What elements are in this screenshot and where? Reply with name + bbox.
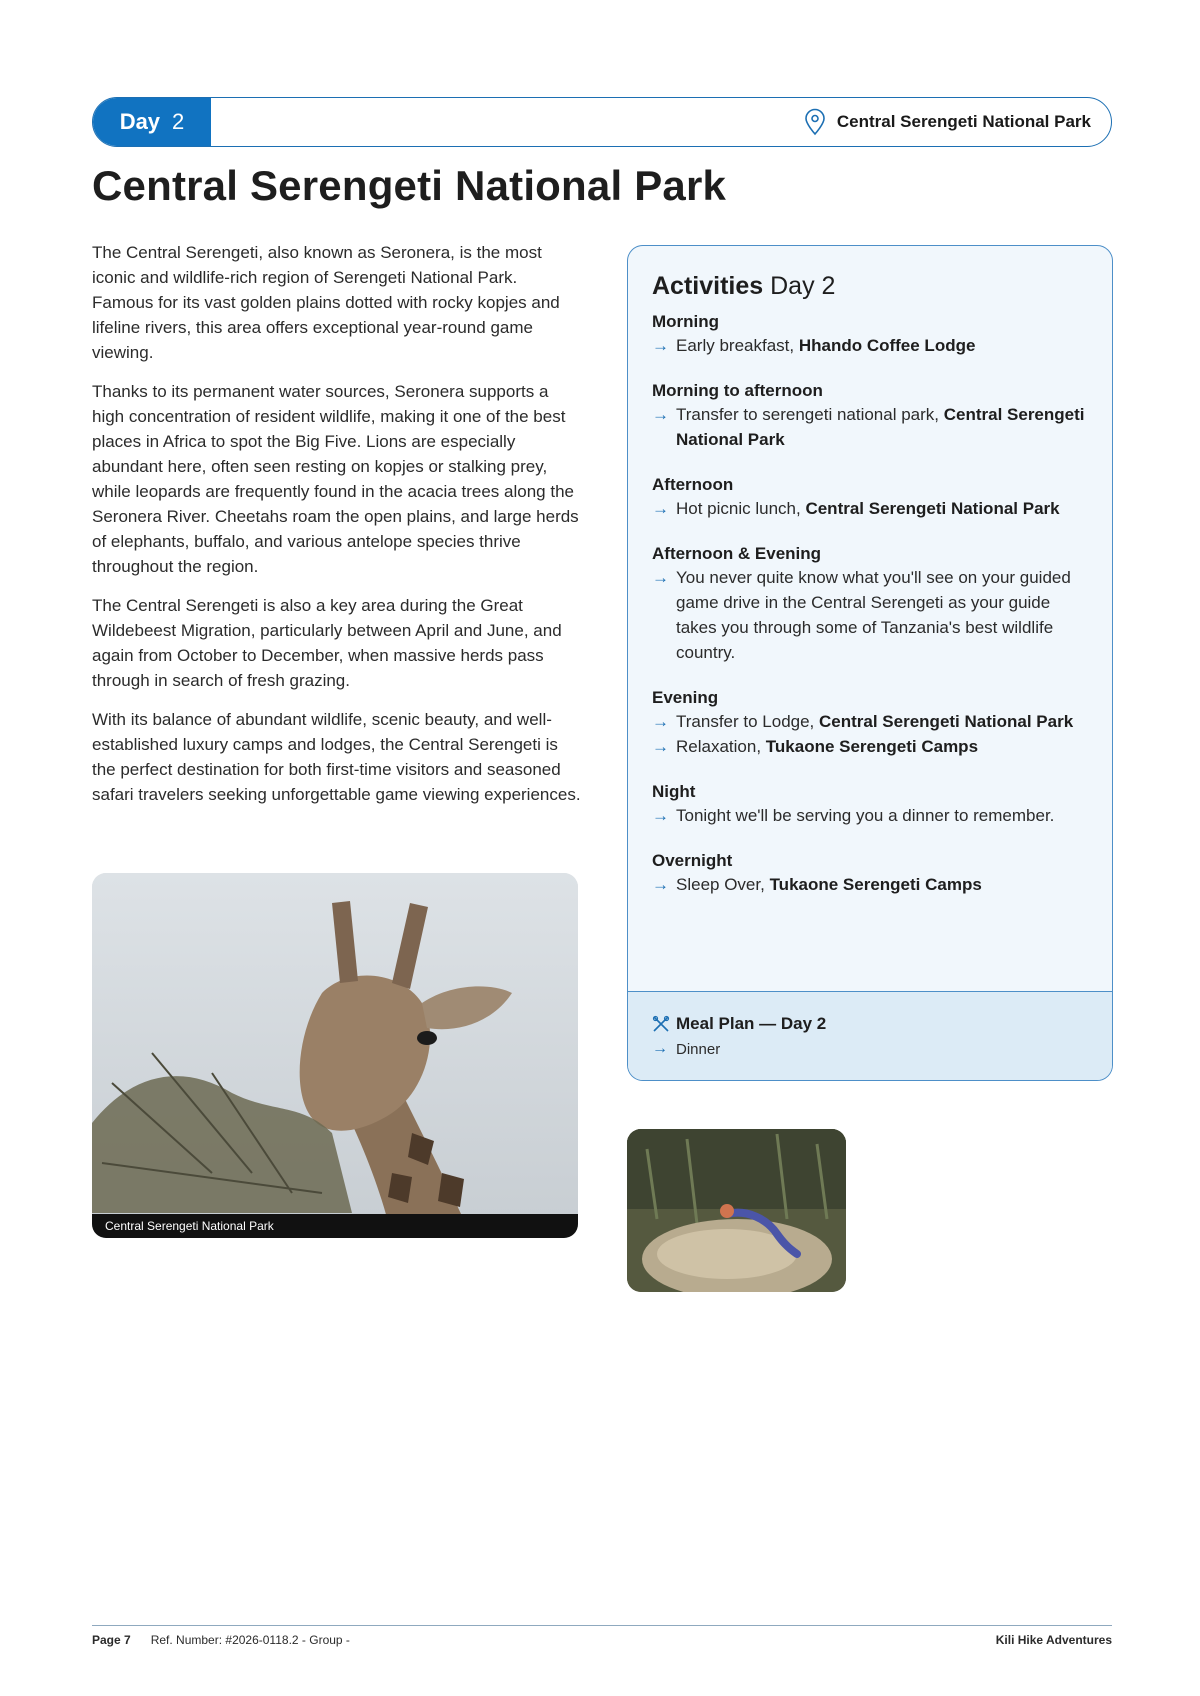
period-night [652,781,1088,828]
map-pin-icon [803,108,827,136]
page-title: Central Serengeti National Park [92,162,727,209]
period-overnight [652,850,1088,897]
reference-number: Ref. Number: #2026-0118.2 - Group - [150,1633,350,1647]
arrow-right-icon: → [652,806,669,825]
activity-item [652,803,1088,828]
period-label: Overnight [652,851,733,870]
meal-item-text: Dinner [676,1041,721,1058]
period-morning [652,311,1088,358]
day-label: Day [119,109,161,134]
photo-caption: Central Serengeti National Park [92,1214,578,1238]
utensils-icon [652,1015,670,1033]
day-badge [93,98,211,146]
activity-text: Hot picnic lunch, [676,499,806,518]
activities-panel [627,245,1113,1081]
meal-plan-title [652,1014,1088,1034]
arrow-right-icon: → [652,405,669,424]
activity-text: Early breakfast, [676,336,799,355]
activities-title-day: Day 2 [770,272,836,300]
activity-item [652,333,1088,358]
arrow-right-icon: → [652,712,669,731]
period-morning-to-afternoon [652,380,1088,452]
header-location [803,108,1091,136]
meal-plan [628,991,1112,1081]
period-label: Night [652,782,696,801]
activity-location: Central Serengeti National Park [676,405,1085,449]
period-label: Evening [652,688,719,707]
activity-location: Tukaone Serengeti Camps [765,737,979,756]
arrow-right-icon: → [652,568,669,587]
giraffe-illustration [92,873,578,1238]
intro-paragraph: The Central Serengeti is also a key area during the Great Wildebeest Migration, particularly between April and June, and again from October to December, when massive herds pass through in search of fresh grazing. [92,596,562,690]
intro-text [92,240,582,821]
company-name: Kili Hike Adventures [995,1633,1112,1647]
activity-item [652,402,1088,452]
arrow-right-icon: → [652,336,669,355]
arrow-right-icon: → [652,875,669,894]
period-label: Morning to afternoon [652,381,823,400]
day-number: 2 [172,109,185,134]
period-evening [652,687,1088,759]
period-afternoon-evening [652,543,1088,665]
lizard-illustration [627,1129,846,1292]
footer [92,1630,1112,1650]
activity-item [652,709,1088,734]
intro-paragraph: The Central Serengeti, also known as Seronera, is the most iconic and wildlife-rich region of Serengeti National Park. Famous for its vast golden plains dotted with rocky kopjes and lifeline rivers, this area offers exceptional year-round game viewing. [92,243,560,362]
period-label: Morning [652,312,720,331]
meal-item [652,1041,1088,1058]
arrow-right-icon: → [652,737,669,756]
intro-paragraph: With its balance of abundant wildlife, scenic beauty, and well-established luxury camps and lodges, the Central Serengeti is the perfect destination for both first-time visitors and seasoned safari travelers seeking unforgettable game viewing experiences. [92,710,581,804]
page-number: Page 7 [92,1633,131,1647]
activity-text: Tonight we'll be serving you a dinner to remember. [676,806,1055,825]
lizard-photo [627,1129,846,1292]
activity-text: Sleep Over, [676,875,770,894]
activity-text: Relaxation, [676,737,766,756]
activity-location: Central Serengeti National Park [805,499,1060,518]
activity-item [652,496,1088,521]
activity-location: Hhando Coffee Lodge [798,336,976,355]
period-afternoon [652,474,1088,521]
period-label: Afternoon & Evening [652,544,822,563]
activity-text: Transfer to Lodge, [676,712,820,731]
activity-item [652,565,1088,665]
activity-location: Tukaone Serengeti Camps [769,875,982,894]
footer-divider [92,1625,1112,1626]
activity-item [652,734,1088,759]
meal-plan-title-text: Meal Plan — Day 2 [676,1014,827,1033]
giraffe-photo [92,873,578,1238]
activity-location: Central Serengeti National Park [819,712,1074,731]
arrow-right-icon: → [652,1040,668,1057]
header-location-name: Central Serengeti National Park [836,112,1091,131]
activities-title-strong: Activities [652,272,764,300]
activity-text: You never quite know what you'll see on your guided game drive in the Central Serengeti as your guide takes you through some of Tanzania's best wildlife country. [676,568,1071,662]
arrow-right-icon: → [652,499,669,518]
activity-item [652,872,1088,897]
activity-text: Transfer to serengeti national park, [676,405,944,424]
day-header-bar [92,97,1112,147]
activities-title [652,272,1088,301]
intro-paragraph: Thanks to its permanent water sources, Seronera supports a high concentration of resident wildlife, making it one of the best places in Africa to spot the Big Five. Lions are especially abundant here, often seen resting on kopjes or stalking prey, while leopards are frequently found in the acacia trees along the Seronera River. Cheetahs roam the open plains, and large herds of elephants, buffalo, and various antelope species thrive throughout the region. [92,382,579,576]
period-label: Afternoon [652,475,734,494]
